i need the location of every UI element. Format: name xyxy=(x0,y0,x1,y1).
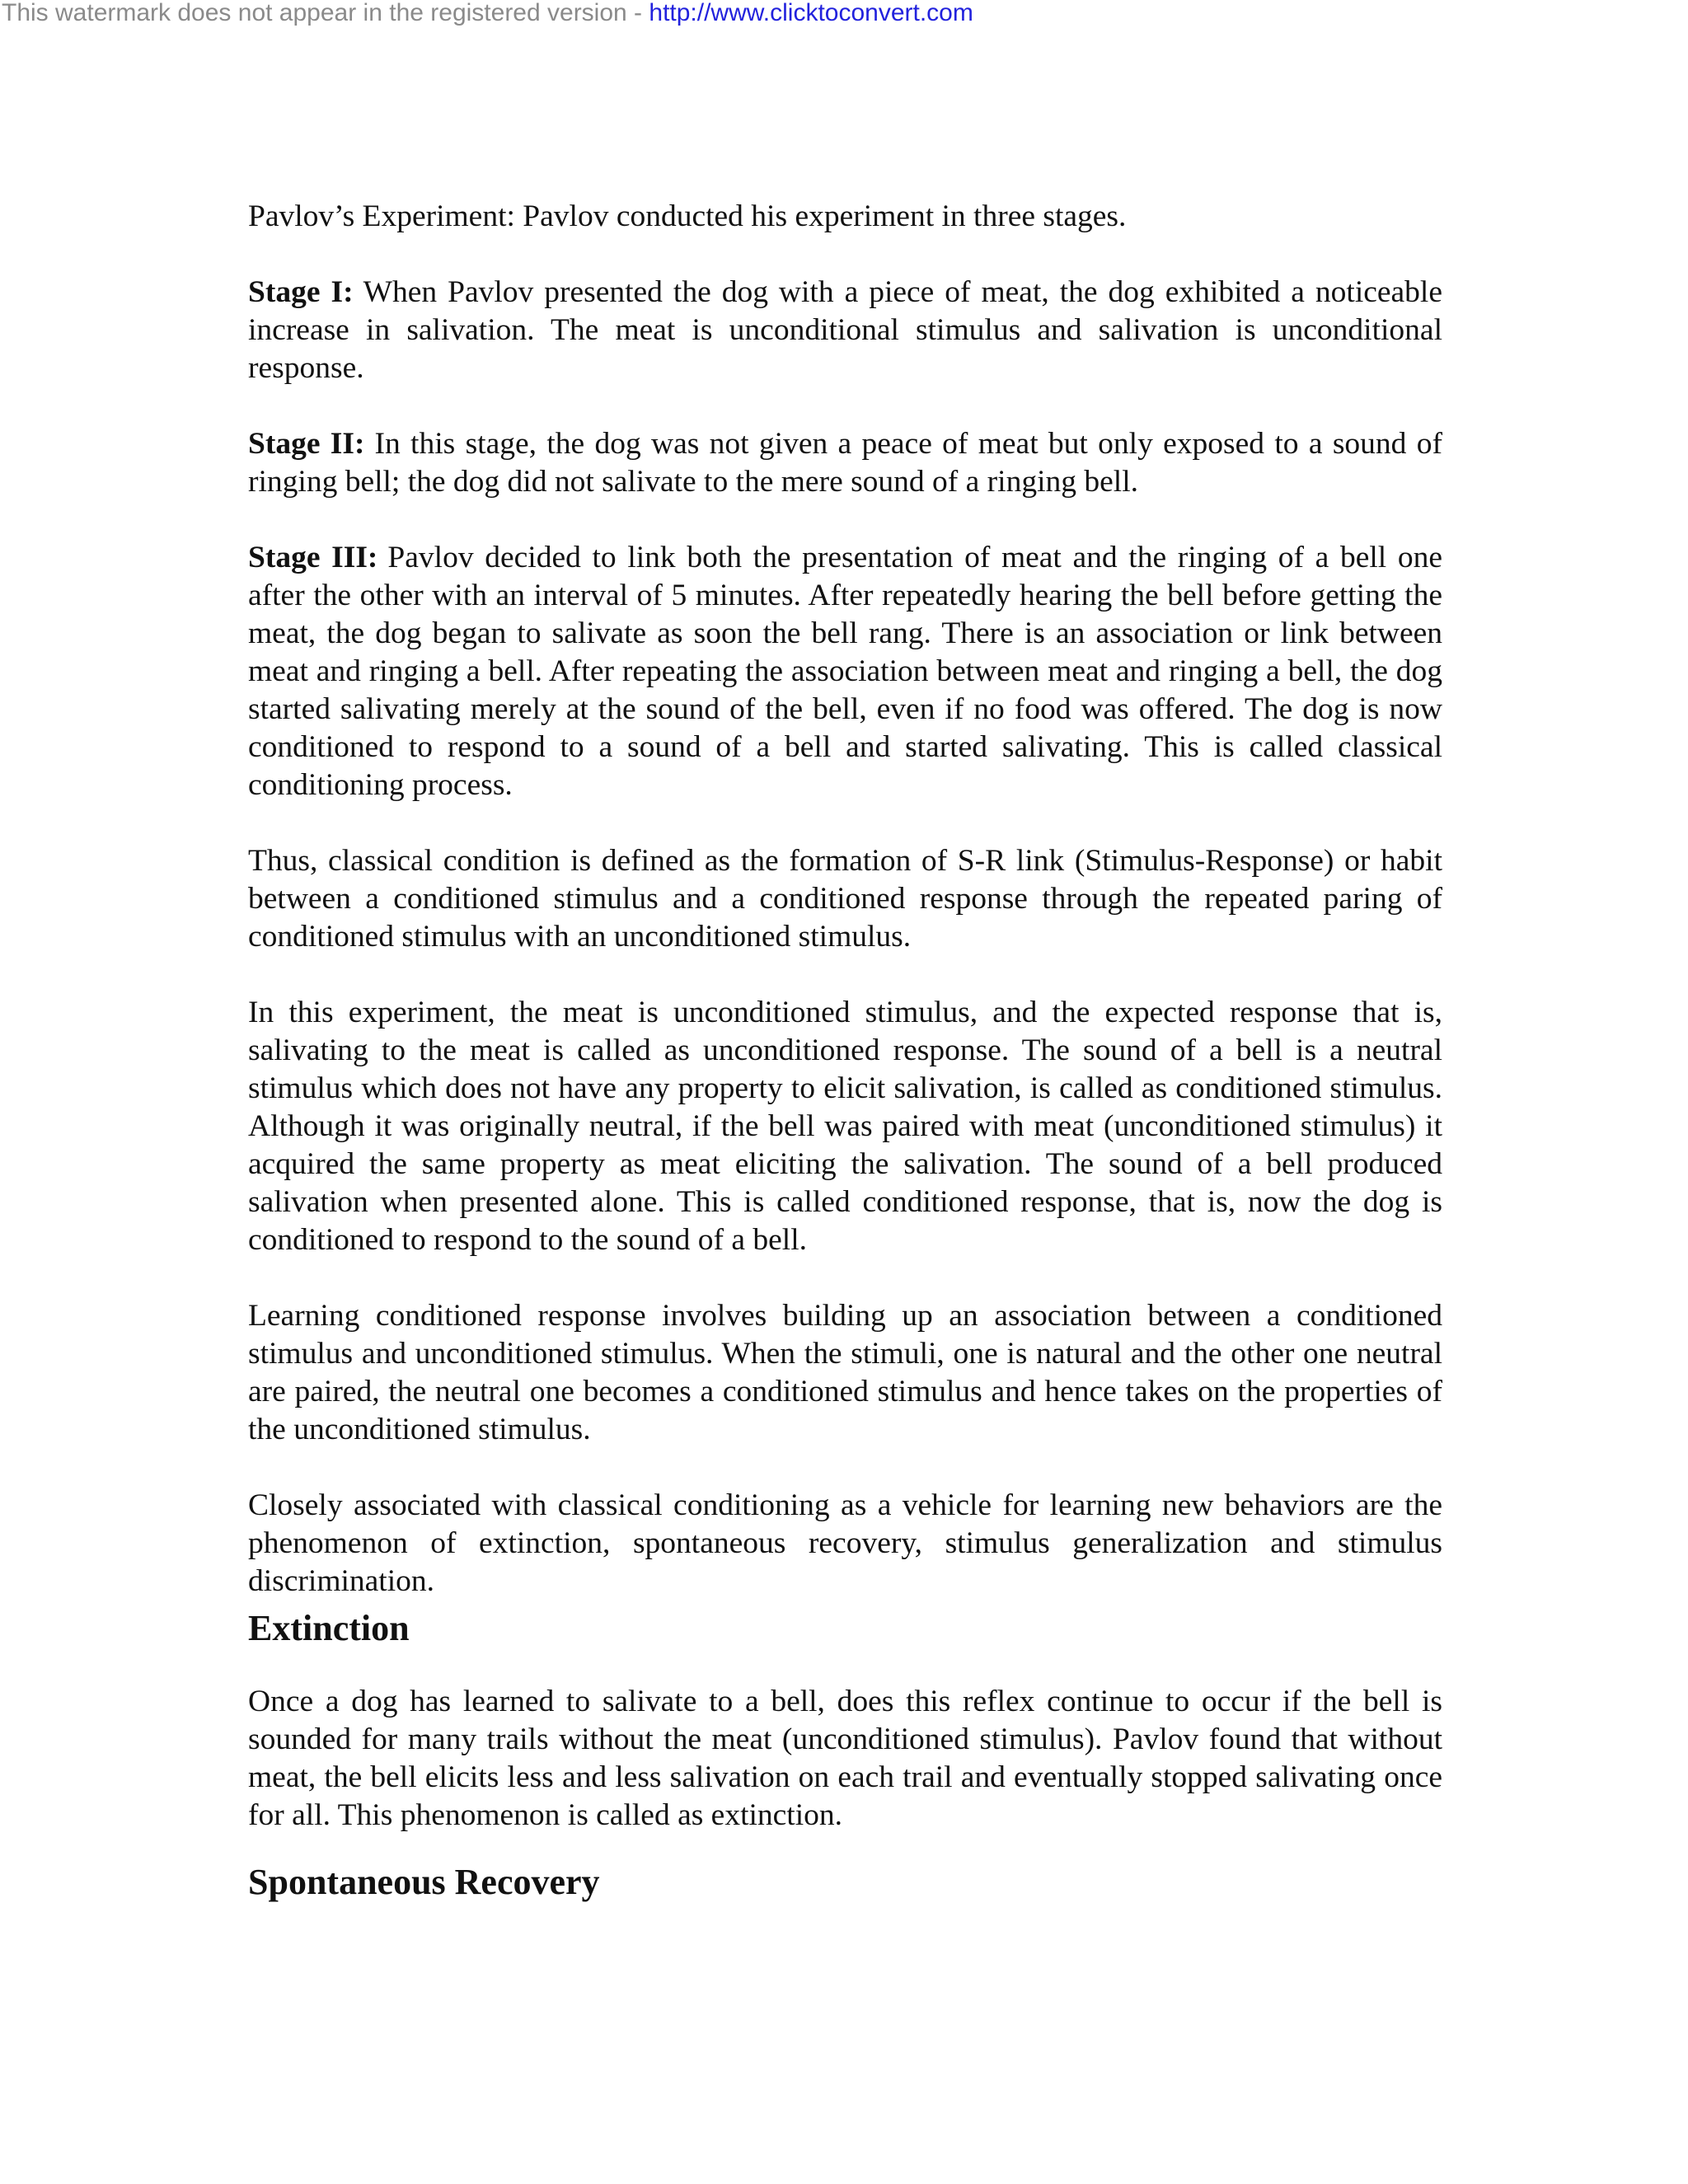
stage-2-label: Stage II: xyxy=(248,427,365,461)
stage-1-paragraph xyxy=(248,274,1442,387)
watermark-link[interactable]: http://www.clicktoconvert.com xyxy=(649,0,973,26)
spontaneous-recovery-heading: Spontaneous Recovery xyxy=(248,1862,600,1902)
definition-paragraph: Thus, classical condition is defined as the formation of S-R link (Stimulus-Response) or habit between a conditioned stimulus and a conditioned response through the repeated paring of conditioned stimulus with an unconditioned stimulus. xyxy=(248,844,1442,954)
stage-1-label: Stage I: xyxy=(248,275,354,309)
extinction-paragraph: Once a dog has learned to salivate to a bell, does this reflex continue to occur if the bell is sounded for many trails without the meat (unconditioned stimulus). Pavlov found that without meat, the bell elicits less and less salivation on each trail and eventually stopped salivating once for all. This phenomenon is called as extinction. xyxy=(248,1685,1442,1832)
closely-associated-paragraph: Closely associated with classical conditioning as a vehicle for learning new behaviors are the phenomenon of extinction, spontaneous recovery, stimulus generalization and stimulus discrimination. xyxy=(248,1488,1442,1598)
watermark-text: This watermark does not appear in the registered version - xyxy=(2,0,649,26)
watermark-banner xyxy=(2,0,973,26)
stage-3-paragraph xyxy=(248,539,1442,804)
experiment-paragraph: In this experiment, the meat is unconditioned stimulus, and the expected response that is, salivating to the meat is called as unconditioned response. The sound of a bell is a neutral stimulus which does not have any property to elicit salivation, is called as conditioned stimulus. Although it was originally neutral, if the bell was paired with meat (unconditioned stimulus) it acquired the same property as meat eliciting the salivation. The sound of a bell produced salivation when presented alone. This is called conditioned response, that is, now the dog is conditioned to respond to the sound of a bell. xyxy=(248,996,1442,1257)
stage-3-text: Pavlov decided to link both the presentation of meat and the ringing of a bell one after the other with an interval of 5 minutes. After repeatedly hearing the bell before getting the meat, the dog began to salivate as soon the bell rang. There is an association or link between meat and ringing a bell. After repeating the association between meat and ringing a bell, the dog started salivating merely at the sound of the bell, even if no food was offered. The dog is now conditioned to respond to a sound of a bell and started salivating. This is called classical conditioning process. xyxy=(248,541,1442,802)
intro-paragraph: Pavlov’s Experiment: Pavlov conducted his experiment in three stages. xyxy=(248,199,1127,233)
learning-paragraph: Learning conditioned response involves building up an association between a conditioned stimulus and unconditioned stimulus. When the stimuli, one is natural and the other one neutral are paired, the neutral one becomes a conditioned stimulus and hence takes on the properties of the unconditioned stimulus. xyxy=(248,1299,1442,1446)
stage-2-paragraph xyxy=(248,425,1442,501)
stage-1-text: When Pavlov presented the dog with a piece of meat, the dog exhibited a noticeable increase in salivation. The meat is unconditional stimulus and salivation is unconditional response. xyxy=(248,275,1442,385)
stage-2-text: In this stage, the dog was not given a peace of meat but only exposed to a sound of ringing bell; the dog did not salivate to the mere sound of a ringing bell. xyxy=(248,427,1442,499)
extinction-heading: Extinction xyxy=(248,1608,410,1648)
document-body xyxy=(248,198,1442,1904)
stage-3-label: Stage III: xyxy=(248,541,378,574)
